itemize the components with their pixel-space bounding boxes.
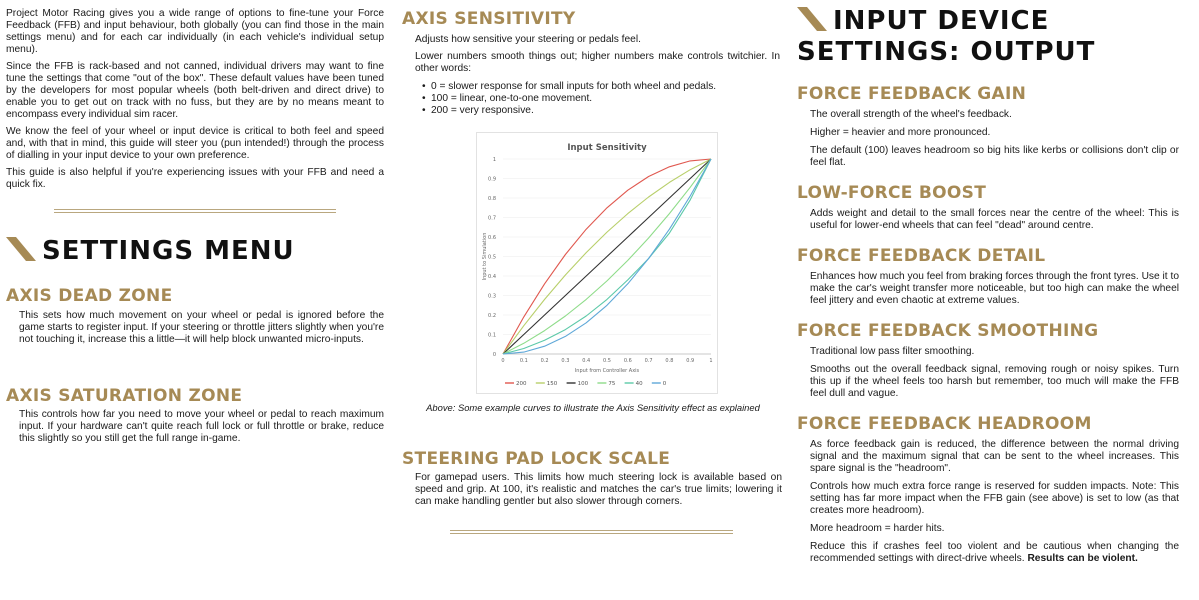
- legend-label: 75: [608, 381, 616, 387]
- ffb-headroom-p4-text: Reduce this if crashes feel too violent and be cautious when changing the recommended settings with direct-drive wheels.: [810, 541, 1179, 564]
- sensitivity-list: [402, 81, 780, 117]
- x-tick-label: 0.9: [686, 358, 695, 364]
- legend-label: 150: [546, 381, 558, 387]
- x-tick-label: 0.8: [665, 358, 674, 364]
- x-tick-label: 0.6: [623, 358, 632, 364]
- slash-logo-icon: [797, 7, 827, 31]
- divider: [450, 530, 733, 534]
- x-axis-label: Input from Controller Axis: [574, 368, 640, 374]
- input-device-title-line1: INPUT DEVICE: [833, 6, 1050, 36]
- y-tick-label: 0.9: [488, 176, 496, 183]
- list-item: • 200 = very responsive.: [402, 105, 780, 117]
- ffb-gain-heading: FORCE FEEDBACK GAIN: [797, 84, 1027, 104]
- axis-sensitivity-p2: Lower numbers smooth things out; higher numbers make controls twitchier. In other words:: [415, 51, 780, 74]
- ffb-smoothing-heading: FORCE FEEDBACK SMOOTHING: [797, 321, 1099, 341]
- ffb-gain-p2: Higher = heavier and more pronounced.: [810, 127, 991, 138]
- low-force-boost-text: Adds weight and detail to the small forces near the centre of the wheel: This is useful for lower-end wheels that can feel "dead" around centre.: [810, 208, 1179, 231]
- ffb-gain-p3: The default (100) leaves headroom so big hits like kerbs or collisions don't clip or feel flat.: [810, 145, 1179, 168]
- input-device-title-line2: SETTINGS: OUTPUT: [797, 37, 1096, 67]
- intro-paragraph-4: This guide is also helpful if you're experiencing issues with your FFB and need a quick fix.: [6, 167, 384, 190]
- x-tick-label: 0.1: [519, 358, 528, 364]
- list-item: • 100 = linear, one-to-one movement.: [402, 93, 780, 105]
- y-tick-label: 0.4: [488, 274, 496, 280]
- list-item: • 0 = slower response for small inputs for both wheel and pedals.: [402, 81, 780, 93]
- ffb-smoothing-p2: Smooths out the overall feedback signal, removing rough or noisy spikes. Turn this up if the wheel feels too harsh but remember, too much will make the FFB feel dull and vague.: [810, 364, 1179, 399]
- ffb-headroom-p4: [797, 541, 1179, 565]
- x-tick-label: 0: [501, 358, 505, 364]
- y-tick-label: 0.7: [488, 215, 496, 222]
- slash-logo-icon: [6, 237, 36, 261]
- steering-pad-text: For gamepad users. This limits how much steering lock is available based on speed and grip. At 100, it's realistic and matches the car's true limits; lowering it can make handling gentler but also slower through corners.: [415, 472, 782, 507]
- x-tick-label: 0.5: [603, 358, 611, 364]
- settings-menu-heading: [6, 237, 384, 266]
- ffb-detail-heading: FORCE FEEDBACK DETAIL: [797, 246, 1046, 266]
- low-force-boost-heading: LOW-FORCE BOOST: [797, 183, 987, 203]
- y-tick-label: 0.6: [488, 235, 496, 241]
- y-tick-label: 0.2: [488, 313, 496, 319]
- x-tick-label: 0.7: [644, 358, 653, 364]
- ffb-headroom-p3: More headroom = harder hits.: [810, 523, 945, 534]
- x-tick-label: 0.2: [540, 358, 549, 364]
- y-tick-label: 0.1: [488, 332, 496, 339]
- axis-dead-zone-heading: AXIS DEAD ZONE: [6, 286, 173, 306]
- ffb-gain-p1: The overall strength of the wheel's feedback.: [810, 109, 1012, 120]
- y-tick-label: 0.3: [488, 293, 496, 300]
- settings-menu-title: SETTINGS MENU: [42, 236, 295, 266]
- y-tick-label: 0: [492, 352, 496, 358]
- intro-paragraph-2: Since the FFB is rack-based and not canned, individual drivers may want to fine tune the settings that come "out of the box". These default values have been tuned by the developers for most popular wheels (both belt-driven and direct drive) to enable you to get out on track with no fuss, but they are by no means meant to encompass every individual sim racer.: [6, 61, 384, 120]
- chart-container: [476, 132, 718, 394]
- chart-title: Input Sensitivity: [567, 143, 647, 153]
- y-axis-label: Input to Simulation: [482, 232, 488, 281]
- axis-saturation-text: This controls how far you need to move your wheel or pedal to reach maximum input. If your hardware can't quite reach full lock or full throttle or brake, reduce this slightly so you still get the full range in-game.: [19, 409, 384, 444]
- legend-label: 100: [577, 381, 589, 387]
- x-tick-label: 1: [709, 358, 713, 364]
- axis-sensitivity-heading: AXIS SENSITIVITY: [402, 9, 576, 29]
- x-tick-label: 0.3: [561, 358, 570, 364]
- y-tick-label: 1: [492, 157, 496, 163]
- column-middle: [402, 0, 782, 507]
- ffb-headroom-p2: Controls how much extra force range is reserved for sudden impacts. Note: This setting has far more impact when the FFB gain (see above) is set to low (as that creates more headroom).: [810, 481, 1179, 516]
- y-tick-label: 0.5: [488, 254, 496, 261]
- column-right: [797, 0, 1179, 565]
- ffb-headroom-p1: As force feedback gain is reduced, the difference between the normal driving signal and the maximum signal that can be sent to the wheel increases. This spare signal is the "headroom".: [810, 439, 1179, 474]
- legend-label: 40: [635, 381, 643, 387]
- y-tick-label: 0.8: [488, 196, 496, 202]
- intro-paragraph-3: We know the feel of your wheel or input device is critical to both feel and speed and, with that in mind, this guide will steer you (pun intended!) through the process of dialling in your input device to your own preference.: [6, 126, 384, 161]
- ffb-headroom-heading: FORCE FEEDBACK HEADROOM: [797, 414, 1092, 434]
- intro-paragraph-1: Project Motor Racing gives you a wide range of options to fine-tune your Force Feedback (FFB) and input behaviour, both globally (you can find those in the main settings menu) and for each car individually (in each vehicle's individual setup menu).: [6, 8, 384, 55]
- input-device-heading: [797, 7, 1179, 36]
- sensitivity-chart: [477, 133, 719, 395]
- ffb-detail-text: Enhances how much you feel from braking forces through the front tyres. Use it to make the car's weight transfer more noticeable, but too high can make the wheel feel jittery and even chaotic at extreme values.: [810, 271, 1179, 306]
- divider: [54, 209, 336, 213]
- axis-dead-zone-text: This sets how much movement on your wheel or pedal is ignored before the game starts to register input. If your steering or throttle jitters slightly when you're not touching it, increase this a little—it will help block unwanted micro-inputs.: [19, 310, 384, 345]
- axis-sensitivity-p1: Adjusts how sensitive your steering or pedals feel.: [415, 34, 641, 45]
- chart-caption: Above: Some example curves to illustrate the Axis Sensitivity effect as explained: [426, 402, 760, 413]
- column-left: [6, 0, 384, 445]
- steering-pad-heading: STEERING PAD LOCK SCALE: [402, 449, 671, 469]
- legend-label: 0: [662, 381, 667, 387]
- x-tick-label: 0.4: [582, 358, 591, 364]
- legend-label: 200: [516, 381, 527, 387]
- ffb-smoothing-p1: Traditional low pass filter smoothing.: [810, 346, 975, 357]
- axis-saturation-heading: AXIS SATURATION ZONE: [6, 386, 243, 406]
- ffb-headroom-warning: Results can be violent.: [1027, 553, 1138, 564]
